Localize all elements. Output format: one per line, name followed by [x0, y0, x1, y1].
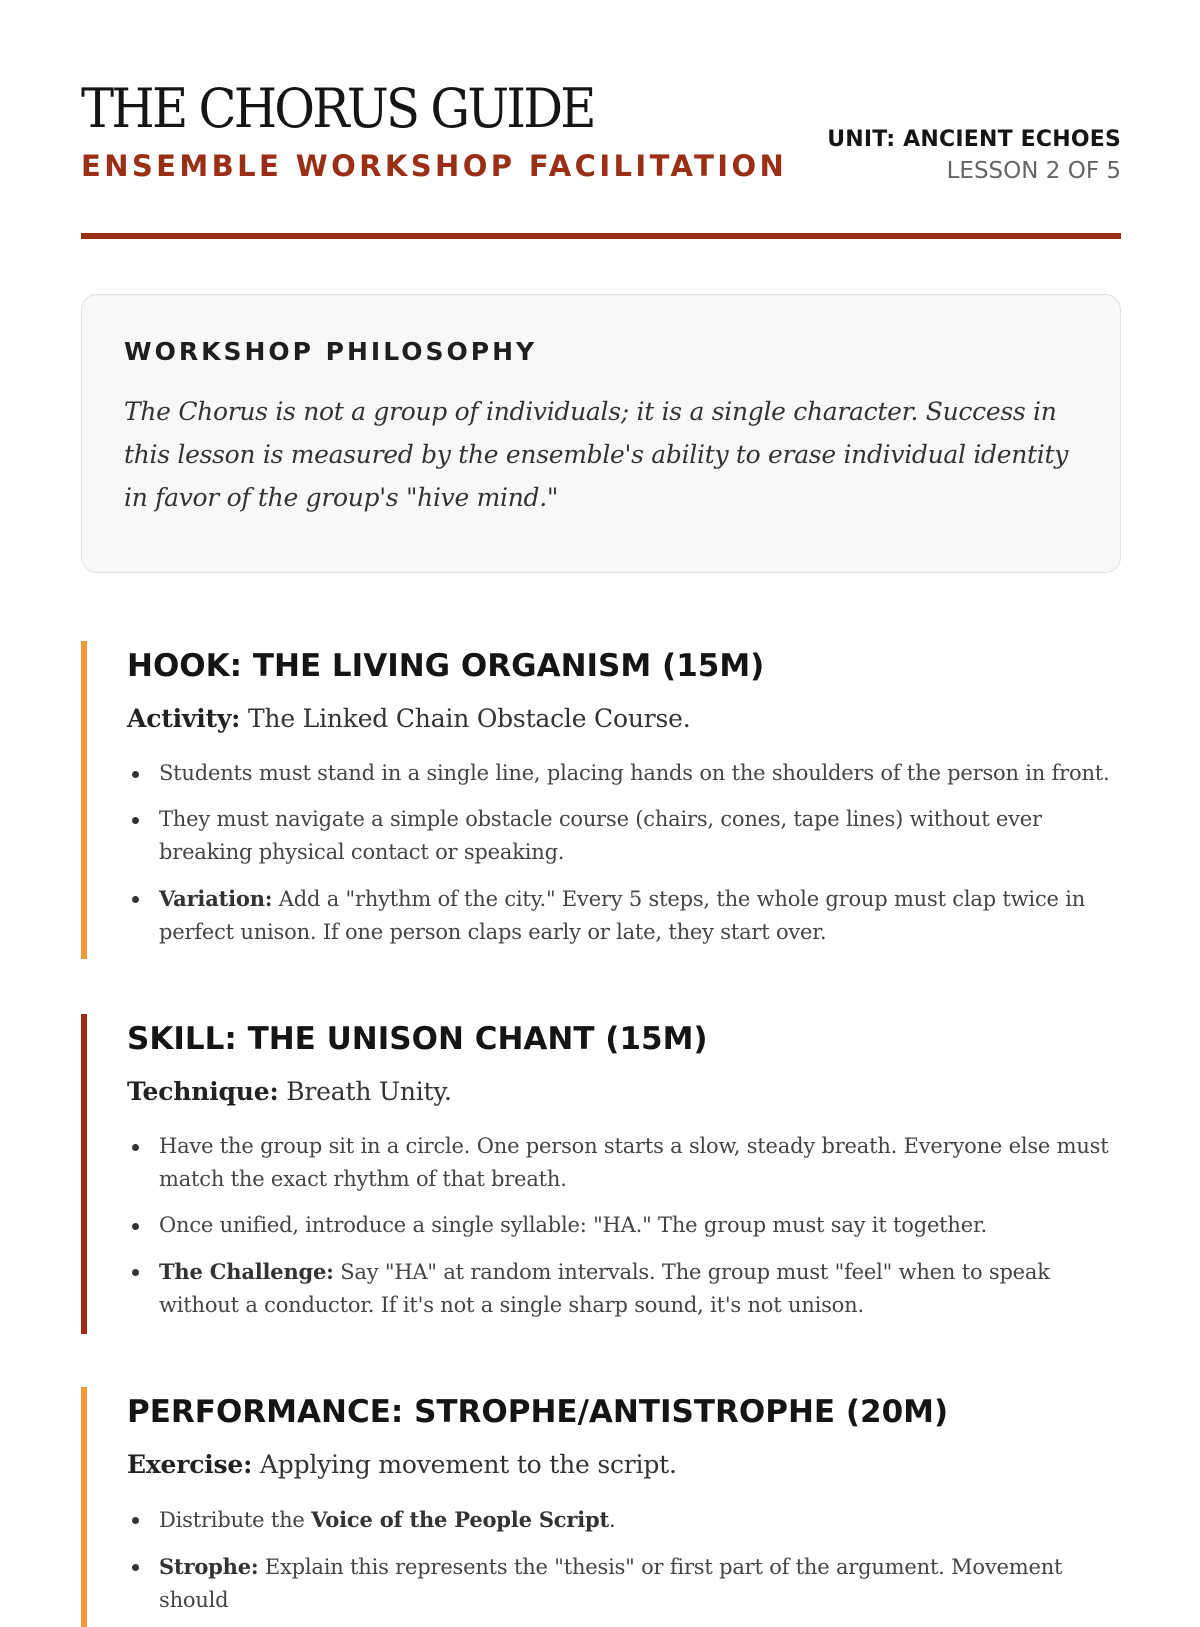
list-item [127, 1130, 1121, 1196]
unit-label: UNIT: ANCIENT ECHOES [827, 127, 1121, 152]
section-intro-text: The Linked Chain Obstacle Course. [240, 704, 691, 733]
page-header [81, 0, 1121, 242]
section-intro [127, 1452, 1121, 1477]
list-item-label: The Challenge: [159, 1259, 334, 1284]
section-title: SKILL: THE UNISON CHANT (15M) [127, 1021, 708, 1057]
list-item [127, 803, 1121, 869]
section-intro [127, 706, 1121, 731]
section-intro-text: Breath Unity. [278, 1077, 452, 1106]
section-intro-text: Applying movement to the script. [252, 1450, 677, 1479]
list-item [127, 882, 1121, 949]
list-item-text: Say "HA" at random intervals. The group must "feel" when to speak without a conductor. If it's not a single sharp sound, it's not unison. [159, 1260, 1050, 1317]
list-item [127, 1503, 1121, 1537]
philosophy-text: The Chorus is not a group of individuals; it is a single character. Success in this lesson is measured by the ensemble's ability to erase individual identity in favor of the group's "hive mind." [124, 397, 1069, 512]
list-item [127, 1209, 1121, 1242]
lesson-page [81, 0, 1121, 1612]
header-divider [81, 233, 1121, 239]
page-title: THE CHORUS GUIDE [81, 77, 594, 140]
section-accent-bar [81, 641, 87, 959]
section-skill [81, 1014, 1121, 1334]
list-item-text: Once unified, introduce a single syllable: "HA." The group must say it together. [159, 1213, 987, 1237]
section-points [127, 757, 1121, 949]
section-intro-label: Activity: [127, 704, 241, 733]
list-item-label: Variation: [159, 886, 273, 911]
list-item-text-post: . [609, 1508, 616, 1532]
philosophy-heading: WORKSHOP PHILOSOPHY [124, 337, 538, 366]
list-item-text: Explain this represents the "thesis" or first part of the argument. Movement should [159, 1555, 1063, 1612]
list-item [127, 757, 1121, 790]
list-item-label: Strophe: [159, 1554, 259, 1579]
section-intro-label: Technique: [127, 1077, 279, 1106]
philosophy-box [81, 294, 1121, 573]
list-item-text: Students must stand in a single line, placing hands on the shoulders of the person in front. [159, 761, 1110, 785]
section-title: HOOK: THE LIVING ORGANISM (15M) [127, 648, 765, 684]
script-name: Voice of the People Script [311, 1507, 610, 1532]
section-hook [81, 641, 1121, 959]
section-intro-label: Exercise: [127, 1450, 253, 1479]
lesson-meta [827, 129, 1121, 183]
list-item [127, 1550, 1121, 1617]
section-performance [81, 1387, 1121, 1627]
list-item-text-pre: Distribute the [159, 1508, 312, 1532]
section-points [127, 1130, 1121, 1322]
section-intro [127, 1079, 1121, 1104]
list-item-text: They must navigate a simple obstacle course (chairs, cones, tape lines) without ever breaking physical contact or speaking. [159, 807, 1042, 864]
lesson-progress: LESSON 2 OF 5 [946, 158, 1121, 184]
list-item-text: Have the group sit in a circle. One person starts a slow, steady breath. Everyone else must match the exact rhythm of that breath. [159, 1134, 1109, 1191]
section-title: PERFORMANCE: STROPHE/ANTISTROPHE (20M) [127, 1394, 949, 1430]
section-accent-bar [81, 1387, 87, 1627]
list-item [127, 1255, 1121, 1322]
list-item-text: Add a "rhythm of the city." Every 5 steps, the whole group must clap twice in perfect unison. If one person claps early or late, they start over. [159, 887, 1086, 944]
section-accent-bar [81, 1014, 87, 1334]
page-subtitle: ENSEMBLE WORKSHOP FACILITATION [81, 149, 788, 183]
